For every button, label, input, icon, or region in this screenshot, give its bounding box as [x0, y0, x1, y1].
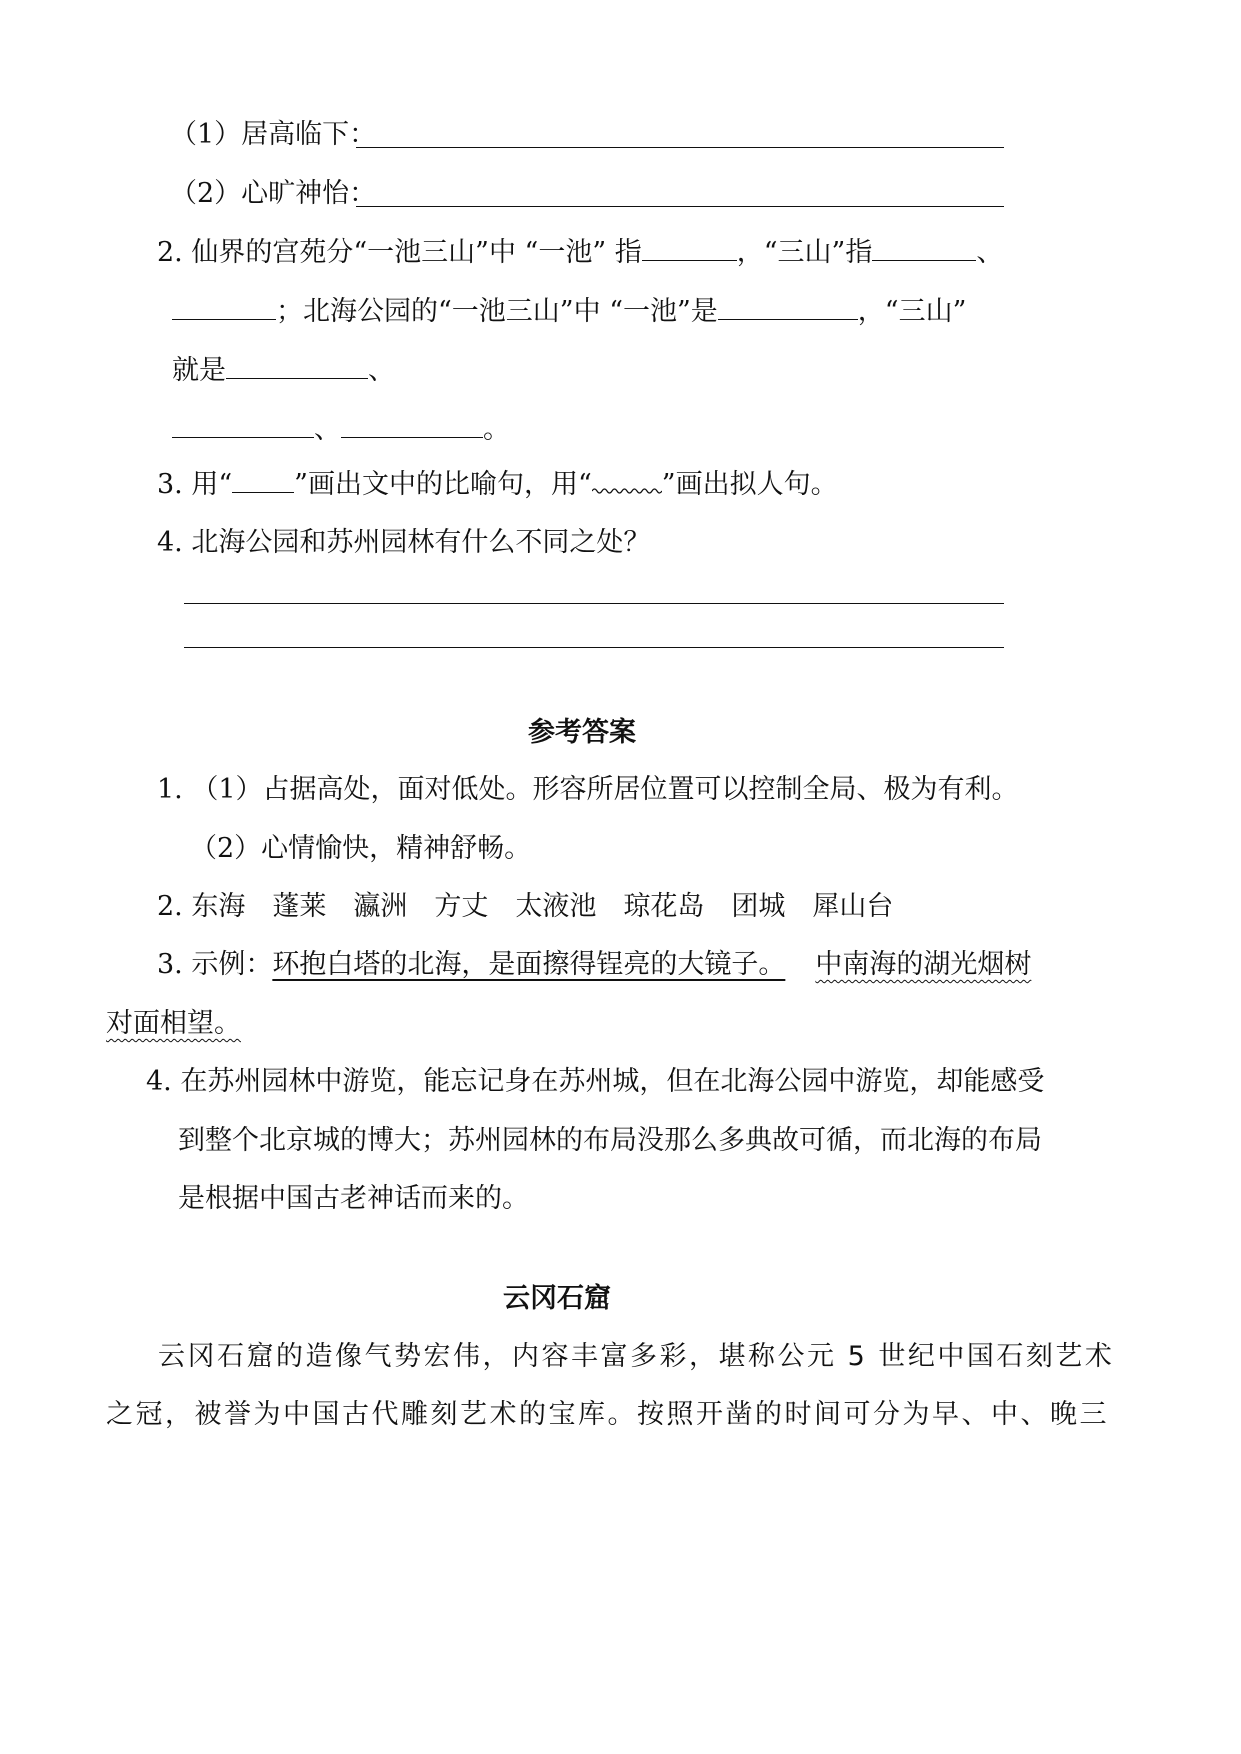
- q1-sub2-answer-blank[interactable]: [356, 206, 1004, 207]
- answer-4-line-2: [178, 1124, 1042, 1158]
- q1-sub1-label: （1）居高临下：: [170, 119, 377, 150]
- q2-text-b: ，“三山”指: [736, 237, 873, 268]
- answer-4-text-2: 到整个北京城的博大；苏州园林的布局没那么多典故可循，而北海的布局: [178, 1125, 1042, 1156]
- q2-text-e: ，“三山”: [857, 296, 967, 327]
- q2-text-a: 2. 仙界的宫苑分“一池三山”中 “一池” 指: [157, 237, 642, 268]
- q1-sub2-line: [170, 177, 376, 211]
- q2-text-f: 就是: [172, 355, 226, 386]
- q2-text-d: ；北海公园的“一池三山”中 “一池”是: [276, 296, 718, 327]
- answer-3-line-1: [157, 948, 1031, 982]
- q2-blank-3[interactable]: [172, 295, 276, 320]
- answer-3-personification-2: 对面相望。: [106, 1008, 241, 1039]
- answer-4-line-3: [178, 1182, 529, 1216]
- q3-line: [157, 468, 838, 502]
- q3-text-b: ”画出文中的比喻句，用“: [294, 469, 592, 500]
- q4-answer-line-2[interactable]: [184, 647, 1004, 648]
- q2-blank-6[interactable]: [172, 413, 314, 438]
- q2-line-3: [172, 354, 395, 388]
- answer-1-line-2: [190, 832, 531, 866]
- answer-3-line-2: [106, 1007, 241, 1041]
- q3-text-c: ”画出拟人句。: [661, 469, 838, 500]
- answer-1-text-1: 1. （1）占据高处，面对低处。形容所居位置可以控制全局、极为有利。: [157, 774, 1019, 805]
- q1-sub2-label: （2）心旷神怡：: [170, 178, 377, 209]
- answer-2-text: 2. 东海 蓬莱 瀛洲 方丈 太液池 琼花岛 团城 犀山台: [157, 891, 894, 922]
- answer-2-line: [157, 890, 893, 924]
- q4-text: 4. 北海公园和苏州园林有什么不同之处？: [157, 527, 651, 558]
- q2-text-h: 、: [314, 414, 341, 445]
- q2-blank-5[interactable]: [226, 354, 368, 379]
- answer-4-text-3: 是根据中国古老神话而来的。: [178, 1183, 529, 1214]
- q2-text-g: 、: [368, 355, 395, 386]
- answer-3-prefix: 3. 示例：: [157, 949, 273, 980]
- q2-line-4: [172, 413, 510, 447]
- q1-sub1-answer-blank[interactable]: [356, 147, 1004, 148]
- answer-3-simile: 环抱白塔的北海，是面擦得锃亮的大镜子。: [272, 949, 786, 980]
- answer-1-text-2: （2）心情愉快，精神舒畅。: [190, 833, 532, 864]
- q2-text-i: 。: [483, 414, 510, 445]
- q3-straight-line-sample: [232, 468, 294, 493]
- q2-blank-7[interactable]: [341, 413, 483, 438]
- reading-paragraph-line-1: 云冈石窟的造像气势宏伟，内容丰富多彩，堪称公元 5 世纪中国石刻艺术: [158, 1341, 1115, 1372]
- answer-3-personification-1: 中南海的湖光烟树: [815, 949, 1032, 980]
- q3-wavy-line-sample: [592, 469, 662, 493]
- reading-paragraph-line-2: 之冠，被誉为中国古代雕刻艺术的宝库。按照开凿的时间可分为早、中、晚三: [106, 1399, 1109, 1430]
- q2-blank-1[interactable]: [642, 236, 737, 261]
- q1-sub1-line: [170, 118, 376, 152]
- q2-line-1: [157, 236, 1003, 270]
- q3-text-a: 3. 用“: [157, 469, 233, 500]
- answer-4-text-1: 4. 在苏州园林中游览，能忘记身在苏州城，但在北海公园中游览，却能感受: [146, 1066, 1045, 1097]
- q4-line: [157, 526, 650, 560]
- q2-text-c: 、: [976, 237, 1004, 268]
- q2-blank-4[interactable]: [718, 295, 858, 320]
- answers-title: 参考答案: [528, 717, 636, 748]
- answer-4-line-1: [146, 1065, 1044, 1099]
- answer-1-line-1: [157, 773, 1019, 807]
- q2-blank-2[interactable]: [872, 236, 976, 261]
- reading-title: 云冈石窟: [503, 1283, 611, 1314]
- q2-line-2: [172, 295, 966, 329]
- q4-answer-line-1[interactable]: [184, 603, 1004, 604]
